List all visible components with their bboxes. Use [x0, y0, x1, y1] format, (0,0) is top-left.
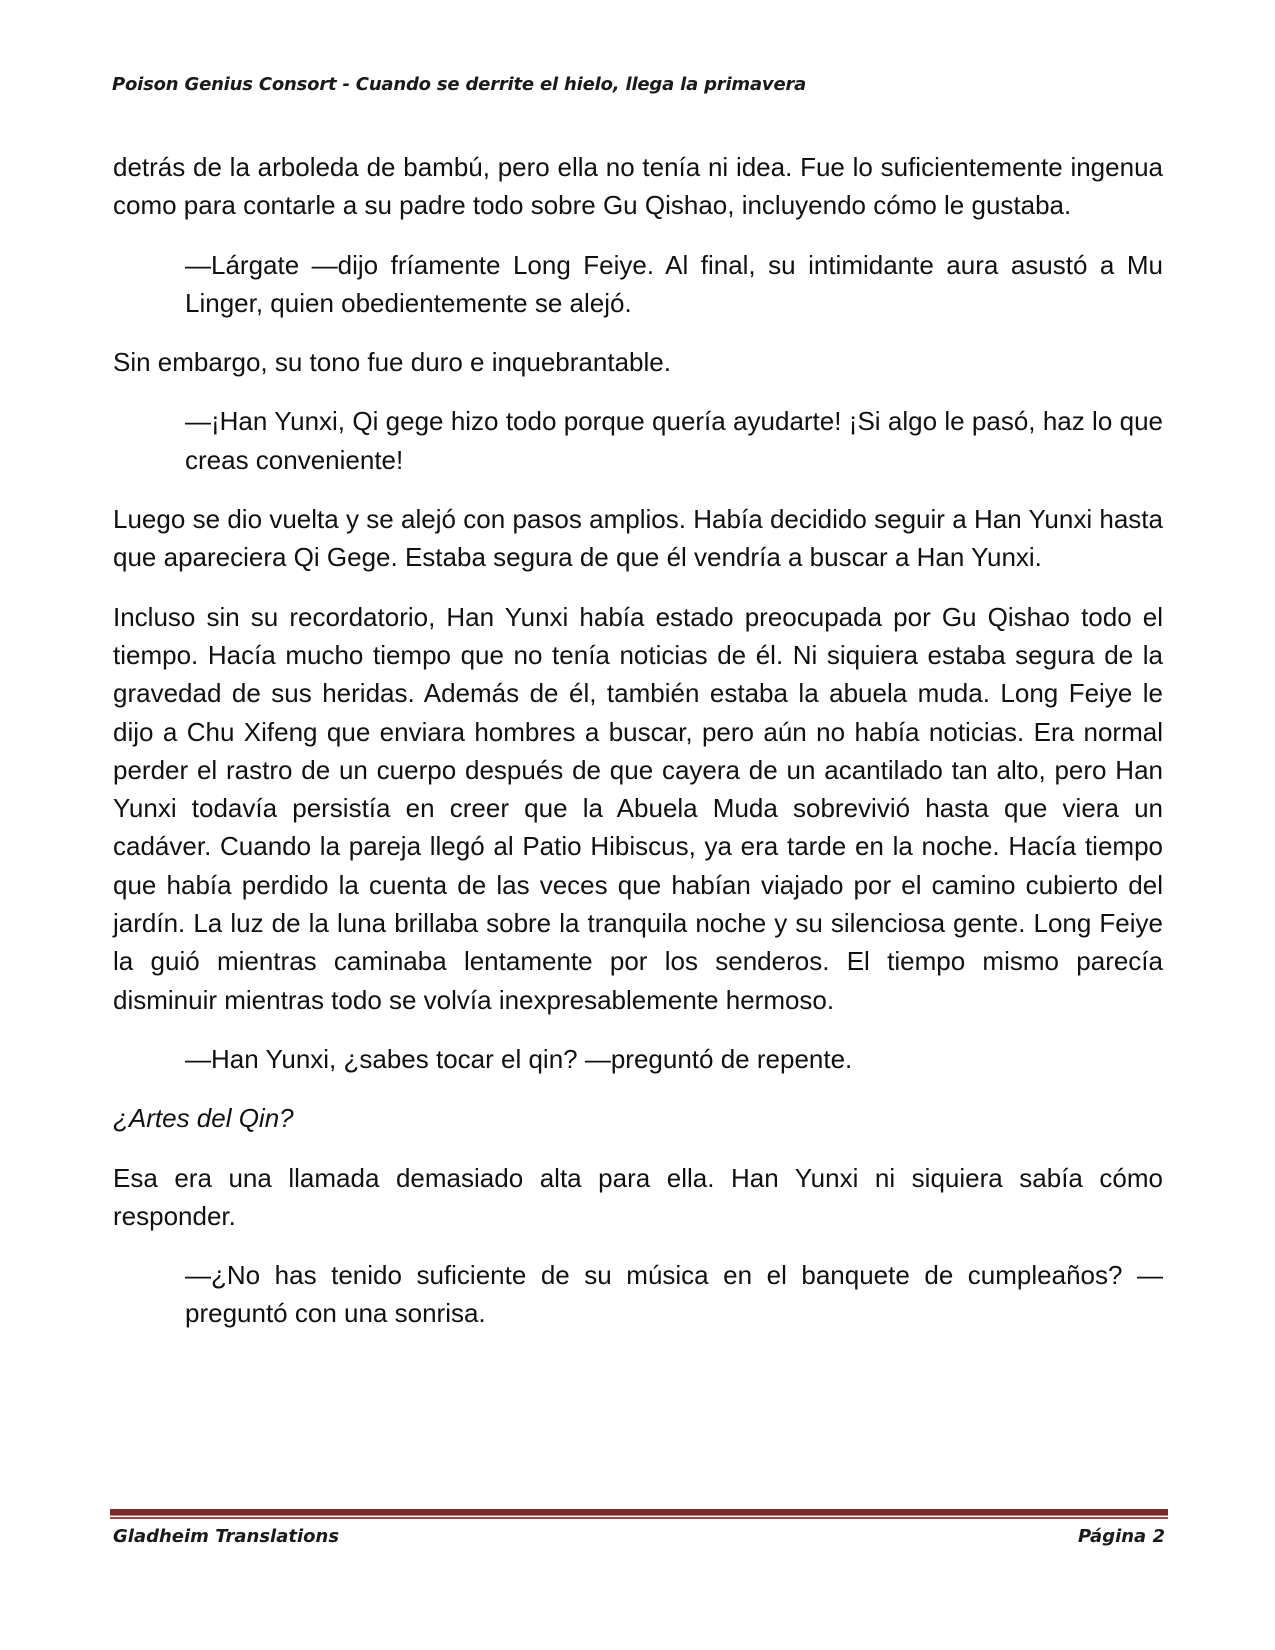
dialogue-paragraph: —¡Han Yunxi, Qi gege hizo todo porque quería ayudarte! ¡Si algo le pasó, haz lo que creas conveniente! — [185, 406, 1163, 475]
paragraph: Esa era una llamada demasiado alta para ella. Han Yunxi ni siquiera sabía cómo responder. — [113, 1162, 1163, 1231]
dialogue-paragraph: —Han Yunxi, ¿sabes tocar el qin? —preguntó de repente. — [185, 1043, 853, 1074]
paragraph: Luego se dio vuelta y se alejó con pasos amplios. Había decidido seguir a Han Yunxi hasta que apareciera Qi Gege. Estaba segura de que él vendría a buscar a Han Yunxi. — [113, 504, 1163, 573]
paragraph: Incluso sin su recordatorio, Han Yunxi había estado preocupada por Gu Qishao todo el tiempo. Hacía mucho tiempo que no tenía noticias de él. Ni siquiera estaba segura de la gravedad de sus heridas. Además de él, también estaba la abuela muda. Long Feiye le dijo a Chu Xifeng que enviara hombres a buscar, pero aún no había noticias. Era normal perder el rastro de un cuerpo después de que cayera de un acantilado tan alto, pero Han Yunxi todavía persistía en creer que la Abuela Muda sobrevivió hasta que viera un cadáver. Cuando la pareja llegó al Patio Hibiscus, ya era tarde en la noche. Hacía tiempo que había perdido la cuenta de las veces que habían viajado por el camino cubierto del jardín. La luz de la luna brillaba sobre la tranquila noche y su silenciosa gente. Long Feiye la guió mientras caminaba lentamente por los senderos. El tiempo mismo parecía disminuir mientras todo se volvía inexpresablemente hermoso. — [113, 601, 1163, 1015]
footer-publisher: Gladheim Translations — [113, 1526, 340, 1547]
page-body — [113, 148, 1163, 1354]
italic-paragraph: ¿Artes del Qin? — [113, 1103, 294, 1134]
dialogue-paragraph: —¿No has tenido suficiente de su música en el banquete de cumpleaños? —preguntó con una sonrisa. — [185, 1260, 1163, 1329]
footer-page-number: Página 2 — [1078, 1526, 1165, 1547]
dialogue-paragraph: —Lárgate —dijo fríamente Long Feiye. Al final, su intimidante aura asustó a Mu Linger, quien obedientemente se alejó. — [185, 249, 1163, 318]
footer-divider-thin — [110, 1517, 1168, 1519]
page-header-title: Poison Genius Consort - Cuando se derrite el hielo, llega la primavera — [112, 74, 807, 95]
paragraph: detrás de la arboleda de bambú, pero ella no tenía ni idea. Fue lo suficientemente ingenua como para contarle a su padre todo sobre Gu Qishao, incluyendo cómo le gustaba. — [113, 152, 1163, 221]
footer-divider — [110, 1509, 1168, 1515]
paragraph: Sin embargo, su tono fue duro e inquebrantable. — [113, 347, 671, 378]
